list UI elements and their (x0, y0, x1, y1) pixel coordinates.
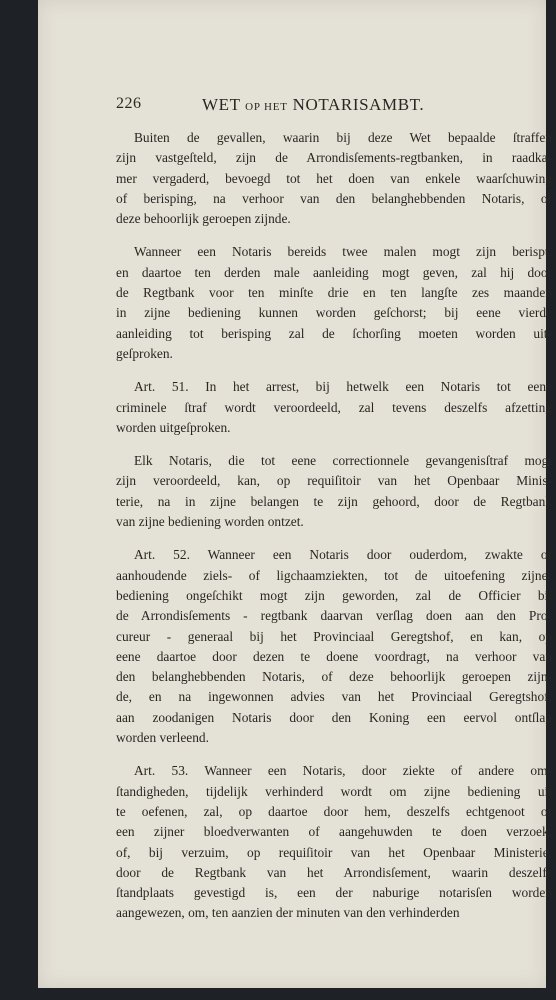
text-line: Buiten de gevallen, waarin bij deze Wet bepaalde ſtraffen (134, 130, 552, 145)
text-line: zijn veroordeeld, kan, op requiſitoir van het Openbaar Minis- (116, 473, 552, 489)
text-line: eene daartoe door dezen te doene voordragt, na verhoor van (116, 648, 552, 664)
text-line: bediening ongeſchikt mogt zijn geworden, zal de Officier bij (116, 587, 552, 603)
text-line: aanleiding tot berisping zal de ſchorſing moeten worden uit- (116, 325, 552, 341)
text-line: en daartoe ten derden male aanleiding mogt geven, zal hij door (116, 264, 552, 280)
running-title (202, 95, 424, 115)
text-line: Art. 51. In het arrest, bij hetwelk een Notaris tot eene (134, 379, 552, 395)
page-number: 226 (116, 95, 142, 112)
text-line: te oefenen, zal, op daartoe door hem, deszelfs echtgenoot of (116, 803, 552, 819)
text-line: ſtandplaats gevestigd is, een der naburige notarisſen worden (116, 885, 552, 901)
text-line: cureur - generaal bij het Provinciaal Geregtshof, en kan, op (116, 628, 552, 644)
text-line: den belanghebbenden Notaris, of deze behoorlijk geroepen zijn- (116, 669, 552, 685)
paragraph (116, 761, 552, 923)
text-line: zijn vastgeſteld, zijn de Arrondisſements-regtbanken, in raadka- (116, 150, 552, 166)
text-line: Art. 52. Wanneer een Notaris door ouderdom, zwakte of (134, 547, 552, 563)
text-line: of, bij verzuim, op requiſitoir van het Openbaar Ministerie, (116, 844, 552, 860)
text-line: criminele ſtraf wordt veroordeeld, zal tevens deszelfs afzetting (116, 399, 552, 415)
paragraph (116, 128, 552, 229)
text-line: mer vergaderd, bevoegd tot het doen van enkele waarſchuwing (116, 170, 552, 186)
text-line: van zijne bediening worden ontzet. (116, 514, 304, 530)
body-text (116, 128, 552, 937)
title-part-3: NOTARISAMBT. (292, 95, 425, 114)
text-line: de Regtbank voor ten minſte drie en ten langſte zes maanden (116, 285, 552, 301)
text-line: ſtandigheden, tijdelijk verhinderd wordt om zijne bediening uit (116, 783, 552, 799)
page-header (116, 95, 476, 117)
text-line: worden verleend. (116, 730, 209, 746)
text-line: Elk Notaris, die tot eene correctionnele gevangenisſtraf mogt (134, 453, 552, 469)
text-line: terie, na in zijne belangen te zijn gehoord, door de Regtbank (116, 493, 552, 509)
paragraph (116, 377, 552, 438)
book-page (38, 0, 552, 988)
text-line: de, en na ingewonnen advies van het Provinciaal Geregtshof, (116, 689, 552, 705)
paragraph (116, 451, 552, 532)
text-line: worden uitgeſproken. (116, 419, 231, 435)
text-line: aangewezen, om, ten aanzien der minuten van den verhinderden (116, 905, 460, 921)
text-line: door de Regtbank van het Arrondisſement, waarin deszelfs (116, 864, 552, 880)
text-line: in zijne bediening kunnen worden geſchorst; bij eene vierde (116, 305, 552, 321)
text-line: of berisping, na verhoor van den belanghebbenden Notaris, of (116, 190, 552, 206)
paragraph (116, 545, 552, 748)
text-line: geſproken. (116, 345, 173, 361)
text-line: aan zoodanigen Notaris door den Koning een eervol ontſlag (116, 709, 552, 725)
text-line: deze behoorlijk geroepen zijnde. (116, 211, 291, 227)
text-line: de Arrondisſements - regtbank daarvan verſlag doen aan den Pro- (116, 608, 552, 624)
title-part-2: OP HET (245, 101, 288, 113)
text-line: een zijner bloedverwanten of aangehuwden te doen verzoek, (116, 824, 552, 840)
text-line: aanhoudende ziels- of ligchaamziekten, tot de uitoefening zijner (116, 567, 552, 583)
text-line: Art. 53. Wanneer een Notaris, door ziekte of andere om- (134, 763, 552, 779)
paragraph (116, 242, 552, 364)
text-line: Wanneer een Notaris bereids twee malen mogt zijn berispt, (134, 244, 552, 260)
title-part-1: WET (202, 95, 241, 114)
